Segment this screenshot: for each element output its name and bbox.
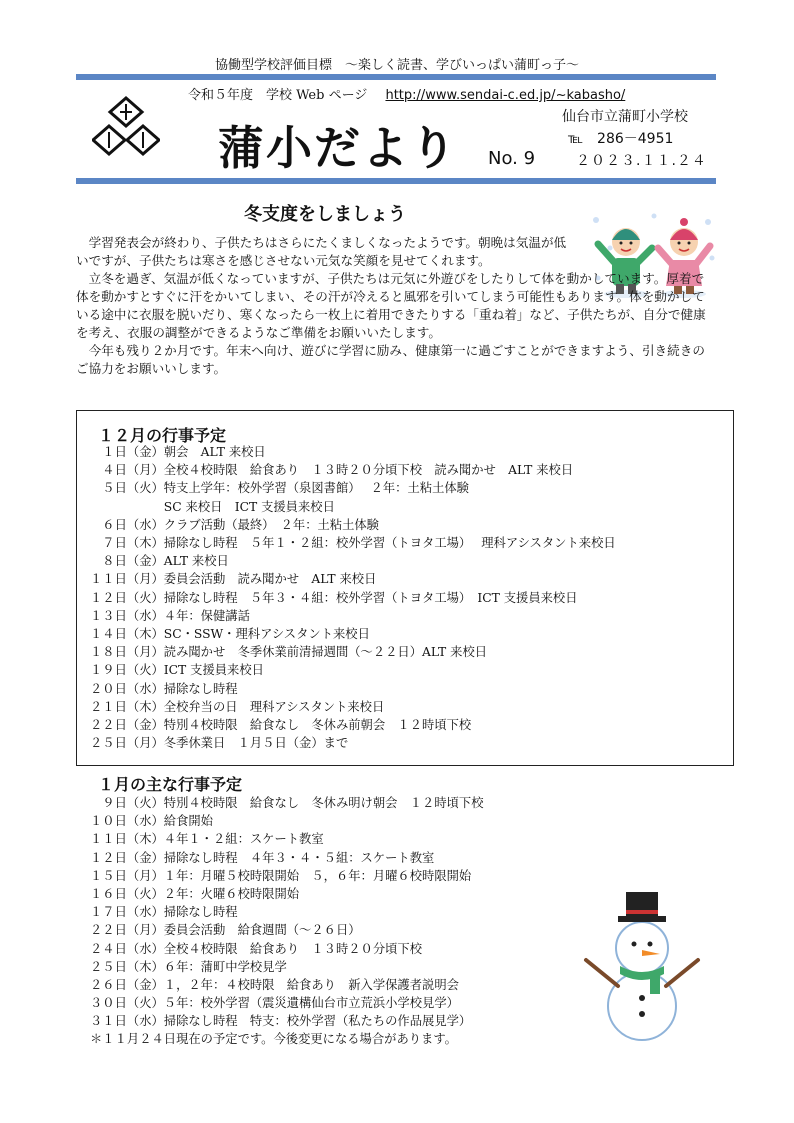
december-title: １２月の行事予定 [98, 426, 227, 445]
newsletter-title: 蒲小だより [218, 121, 458, 175]
school-name: 仙台市立蒲町小学校 [562, 109, 688, 125]
december-event-row: １８日（月）読み聞かせ 冬季休業前清掃週間（～２２日）ALT 来校日 [90, 645, 488, 660]
january-event-row: １６日（火）２年：火曜６校時限開始 [90, 887, 300, 902]
school-info [562, 106, 707, 172]
december-event-row: １日（金）朝会 ALT 来校日 [90, 445, 266, 459]
january-event-row: １２日（金）掃除なし時程 ４年３・４・５組：スケート教室 [90, 850, 435, 865]
december-event-row: ５日（火）特支上学年：校外学習（泉図書館） ２年：土粘土体験 [90, 481, 469, 496]
december-event-row: ８日（金）ALT 来校日 [90, 554, 229, 569]
december-event-row: １１日（月）委員会活動 読み聞かせ ALT 来校日 [90, 572, 377, 587]
intro-paragraph-3: 今年も残り２か月です。年末へ向け、遊びに学習に励み、健康第一に過ごすことができますよう、引き続きのご協力をお願いいします。 [76, 343, 705, 376]
january-event-row: １１日（木）４年１・２組：スケート教室 [90, 832, 324, 847]
december-event-row: １３日（水）４年：保健講話 [90, 608, 250, 623]
december-event-row: ２０日（水）掃除なし時程 [90, 681, 238, 696]
issue-date: ２０２３.１１.２４ [576, 153, 707, 169]
intro-paragraph-2: 立冬を過ぎ、気温が低くなっていますが、子供たちは元気に外遊びをしたりして体を動かしています。厚着で体を動かすとすぐに汗をかいてしまい、その汗が冷えると風邪を引いてしまう可能性もあります。体を動かしている途中に衣服を脱いだり、寒くなったら一枚上に着用できたりする「重ね着」など、子供たちが、自分で健康を考え、衣服の調整ができるようなご準備をお願いいたします。 [76, 271, 706, 340]
january-event-row: １７日（水）掃除なし時程 [90, 905, 238, 920]
december-event-row: ６日（水）クラブ活動（最終） ２年：土粘土体験 [90, 517, 379, 532]
website-line [188, 84, 625, 103]
january-event-row: １０日（水）給食開始 [90, 814, 213, 829]
january-event-list [90, 794, 484, 1031]
snowman-illustration [580, 886, 706, 1046]
december-event-row: ２５日（月）冬季休業日 １月５日（金）まで [90, 736, 349, 751]
article-heading: 冬支度をしましょう [244, 204, 406, 225]
january-title: １月の主な行事予定 [98, 775, 243, 794]
december-event-row: SC 来校日 ICT 支援員来校日 [90, 499, 335, 514]
december-event-row: ７日（木）掃除なし時程 ５年１・２組：校外学習（トヨタ工場） 理科アシスタント来校日 [90, 536, 616, 551]
december-event-row: １２日（火）掃除なし時程 ５年３・４組：校外学習（トヨタ工場） ICT 支援員来校日 [90, 590, 578, 605]
issue-number: No. 9 [488, 148, 536, 169]
january-event-row: ２２日（月）委員会活動 給食週間（～２６日） [90, 923, 361, 938]
school-phone: ℡ 286－4951 [568, 131, 674, 147]
january-event-row: ２４日（水）全校４校時限 給食あり １３時２０分頃下校 [90, 941, 423, 956]
january-event-row: ９日（火）特別４校時限 給食なし 冬休み明け朝会 １２時頃下校 [90, 796, 484, 810]
january-event-row: ２５日（木）６年：蒲町中学校見学 [90, 959, 287, 974]
january-event-row: ２６日（金）１，２年：４校時限 給食あり 新入学保護者説明会 [90, 978, 459, 993]
january-event-row: ３１日（水）掃除なし時程 特支：校外学習（私たちの作品展見学） [90, 1014, 472, 1029]
december-event-row: １４日（木）SC・SSW・理科アシスタント来校日 [90, 627, 370, 642]
header-top-bar [76, 74, 716, 80]
year-label: 令和５年度 学校 Web ページ [188, 88, 368, 103]
header-bottom-bar [76, 178, 716, 184]
school-emblem-icon [92, 96, 160, 164]
december-event-row: ２１日（木）全校弁当の日 理科アシスタント来校日 [90, 699, 385, 714]
school-motto: 協働型学校評価目標 ～楽しく読書、学びいっぱい蒲町っ子～ [214, 58, 579, 73]
intro-text [76, 234, 716, 378]
schedule-note: ＊１１月２４日現在の予定です。今後変更になる場合があります。 [90, 1032, 457, 1046]
december-event-list [90, 443, 616, 752]
january-event-row: ３０日（火）５年：校外学習（震災遺構仙台市立荒浜小学校見学） [90, 996, 459, 1011]
website-link[interactable]: http://www.sendai-c.ed.jp/~kabasho/ [385, 88, 626, 103]
december-event-row: ２２日（金）特別４校時限 給食なし 冬休み前朝会 １２時頃下校 [90, 718, 472, 733]
december-event-row: ４日（月）全校４校時限 給食あり １３時２０分頃下校 読み聞かせ ALT 来校日 [90, 463, 574, 478]
intro-paragraph-1: 学習発表会が終わり、子供たちはさらにたくましくなったようです。朝晩は気温が低いですが、子供たちは寒さを感じさせない元気な笑顔を見せてくれます。 [76, 235, 567, 268]
december-event-row: １９日（火）ICT 支援員来校日 [90, 663, 264, 678]
january-event-row: １５日（月）１年：月曜５校時限開始 ５，６年：月曜６校時限開始 [90, 868, 472, 883]
